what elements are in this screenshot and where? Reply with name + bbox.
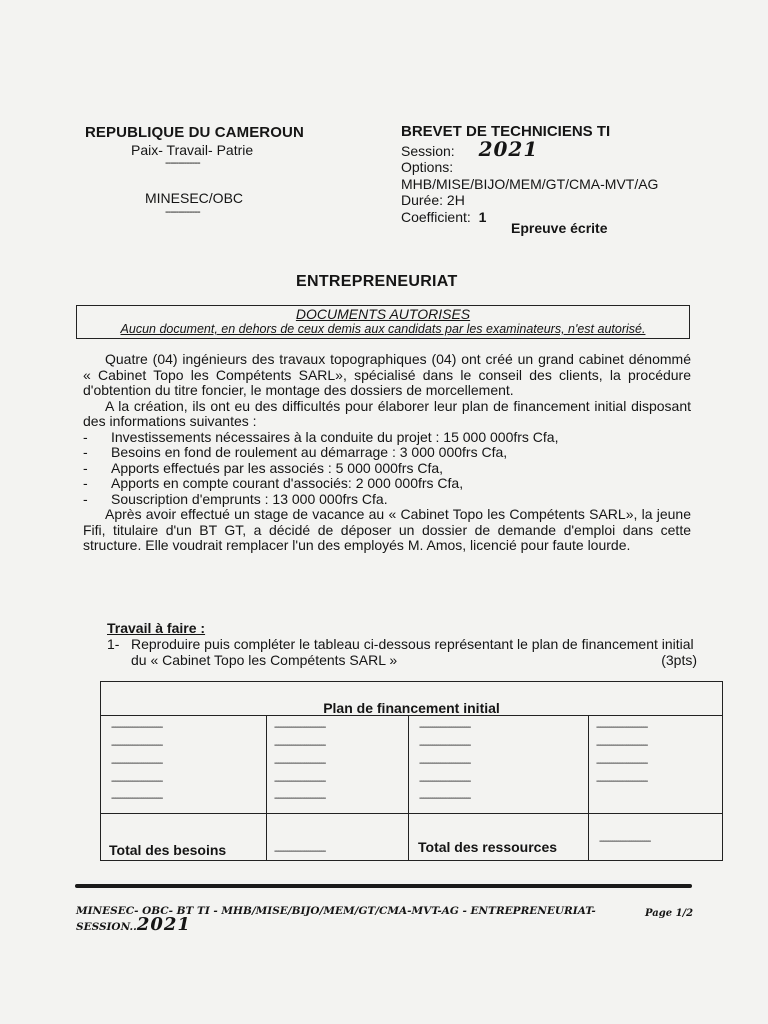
exam-title: BREVET DE TECHNICIENS TI [401,123,611,140]
financing-plan-table [100,681,723,861]
blank-line: ------------------------ [111,758,163,769]
blank-line: ------------------------ [596,758,648,769]
footer-line-1: MINESEC- OBC- BT TI - MHB/MISE/BIJO/MEM/GT/CMA-MVT-AG - ENTREPRENEURIAT- [76,905,596,917]
country-name: REPUBLIQUE DU CAMEROUN [85,124,304,141]
info-list [83,430,691,508]
test-type: Epreuve écrite [511,220,608,236]
subject-title: ENTREPRENEURIAT [296,273,458,290]
table-divider [266,715,267,860]
list-item: - Besoins en fond de roulement au démarrage : 3 000 000frs Cfa, [83,445,691,461]
question-points: (3pts) [661,652,697,668]
blank-line: ------------------------ [419,793,471,804]
options-label: Options: [401,159,454,175]
blank-line: ------------------------ [419,758,471,769]
table-divider [101,813,722,814]
table-divider [408,715,409,860]
blank-line: ------------------------ [274,722,326,733]
blank-line: ------------------------ [419,776,471,787]
session-label: Session: [401,142,455,159]
separator-dashes: ------------- [165,157,200,169]
paragraph-1: Quatre (04) ingénieurs des travaux topographiques (04) ont créé un grand cabinet dénommé « Cabinet Topo les Compétents SARL», spécialisé dans le conseil des clients, la procédure d'obtention du titre foncier, le montage des dossiers de morcellement. [83,351,691,398]
coefficient-label: Coefficient: [401,208,471,225]
list-item: - Souscription d'emprunts : 13 000 000frs Cfa. [83,492,691,508]
blank-line: ------------------------ [274,846,326,857]
blank-line: ------------------------ [111,776,163,787]
session-line [401,136,701,161]
blank-line: ------------------------ [111,793,163,804]
blank-line: ------------------------ [274,758,326,769]
footer-text [76,905,676,934]
paragraph-3: Après avoir effectué un stage de vacance au « Cabinet Topo les Compétents SARL», la jeune Fifi, titulaire d'un BT GT, a décidé de déposer un dossier de demande d'emploi dans cette structure. Elle voudrait remplacer l'un des employés M. Amos, licencié pour faute lourde. [83,506,691,553]
footer-line-2 [76,914,676,935]
header-right [401,124,701,225]
blank-line: ------------------------ [596,740,648,751]
question-number: 1- [107,636,120,652]
paragraph-2: A la création, ils ont eu des difficultés pour élaborer leur plan de financement initial disposant des informations suivantes : [83,397,691,429]
page-number: Page 1/2 [645,908,694,919]
blank-line: ------------------------ [111,722,163,733]
documents-title: DOCUMENTS AUTORISES [295,306,471,322]
blank-line: ------------------------ [419,722,471,733]
list-item: - Apports en compte courant d'associés: 2 000 000frs Cfa, [83,476,691,492]
blank-line: ------------------------ [596,776,648,787]
header-left [85,124,325,218]
options-list: MHB/MISE/BIJO/MEM/GT/CMA-MVT/AG [401,175,659,192]
list-item: - Apports effectués par les associés : 5 000 000frs Cfa, [83,461,691,477]
case-text [83,352,691,554]
blank-line: ------------------------ [274,793,326,804]
footer-rule [75,884,692,888]
blank-line: ------------------------ [274,776,326,787]
separator-dashes: ------------- [165,206,200,218]
list-item: - Investissements nécessaires à la conduite du projet : 15 000 000frs Cfa, [83,430,691,446]
question-text: Reproduire puis compléter le tableau ci-dessous représentant le plan de financement initial du « Cabinet Topo les Compétents SARL » [131,636,694,668]
duration: Durée: 2H [401,192,465,208]
documents-note: Aucun document, en dehors de ceux demis aux candidats par les examinateurs, n'est autorisé. [120,322,646,336]
task-section [107,620,697,668]
question-1 [107,636,697,668]
footer-session-label: SESSION.. [76,921,137,933]
blank-line: ------------------------ [274,740,326,751]
coefficient-value: 1 [478,208,487,225]
table-title: Plan de financement initial [323,700,500,716]
national-motto: Paix- Travail- Patrie [131,142,254,158]
documents-box [76,305,690,339]
footer-session-year-handwritten: 2021 [136,914,191,935]
blank-line: ------------------------ [596,722,648,733]
total-resources-label: Total des ressources [418,839,558,855]
total-needs-label: Total des besoins [109,842,227,858]
blank-line: ------------------------ [111,740,163,751]
blank-line: ------------------------ [419,740,471,751]
ministry-name: MINESEC/OBC [145,190,244,206]
table-divider [588,715,589,860]
session-year-handwritten: 2021 [478,136,539,161]
task-title: Travail à faire : [107,620,206,636]
table-divider [101,715,722,716]
blank-line: ------------------------ [599,836,651,847]
